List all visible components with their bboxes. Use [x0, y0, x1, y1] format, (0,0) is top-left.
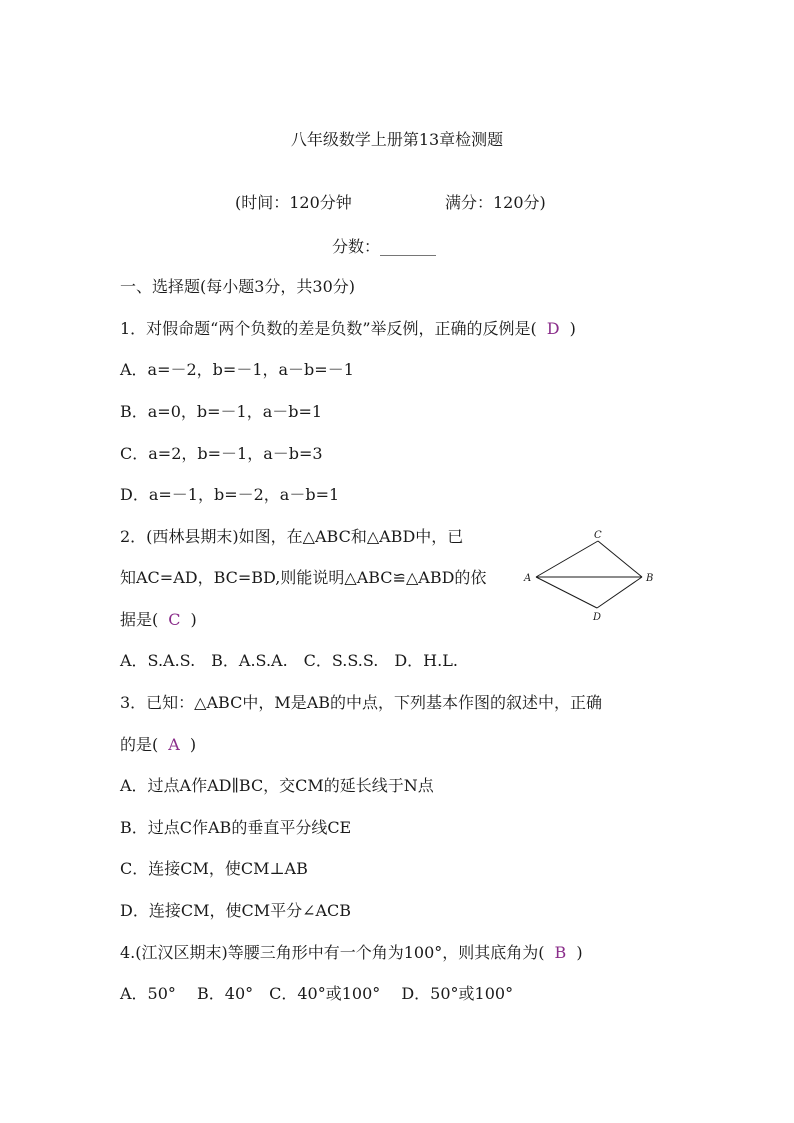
question-2-line1: 2．(西林县期末)如图，在△ABC和△ABD中，已	[120, 527, 464, 546]
question-2-close: )	[190, 610, 197, 629]
question-1-stem	[120, 318, 576, 340]
label-b: B	[646, 573, 654, 584]
edge-db	[597, 577, 642, 608]
question-1-option-a: A．a=－2，b=－1，a－b=－1	[120, 360, 354, 379]
question-1-option-b: B．a=0，b=－1，a－b=1	[120, 402, 323, 421]
question-1-close: )	[569, 319, 576, 338]
page-title: 八年级数学上册第13章检测题	[290, 130, 504, 149]
score-line: 分数：_______	[332, 237, 437, 256]
question-1-option-c: C．a=2，b=－1，a－b=3	[120, 444, 323, 463]
section-heading: 一、选择题(每小题3分，共30分)	[120, 277, 356, 296]
question-4-answer: B	[554, 943, 567, 962]
edge-ac	[536, 541, 598, 577]
question-3-option-b: B．过点C作AB的垂直平分线CE	[120, 818, 352, 837]
label-a: A	[524, 573, 532, 584]
question-3-text: 的是(	[120, 735, 159, 754]
edge-ad	[536, 577, 597, 608]
question-4-options: A．50° B．40° C．40°或100° D．50°或100°	[120, 984, 514, 1003]
question-1-answer: D	[546, 319, 560, 338]
triangle-figure	[522, 528, 662, 628]
question-2-answer: C	[168, 610, 181, 629]
question-1-option-d: D．a=－1，b=－2，a－b=1	[120, 485, 340, 504]
question-2-line2: 知AC=AD，BC=BD,则能说明△ABC≌△ABD的依	[120, 568, 487, 587]
exam-time: (时间：120分钟	[235, 193, 352, 212]
exam-full-score: 满分：120分)	[445, 193, 546, 212]
question-4-text: 4.(江汉区期末)等腰三角形中有一个角为100°，则其底角为(	[120, 943, 545, 962]
label-d: D	[593, 612, 602, 623]
question-3-option-a: A．过点A作AD∥BC，交CM的延长线于N点	[120, 776, 434, 795]
question-3-close: )	[189, 735, 197, 754]
question-3-option-d: D．连接CM，使CM平分∠ACB	[120, 901, 352, 920]
question-4-close: )	[576, 943, 583, 962]
question-2-line3	[120, 609, 197, 631]
question-1-text: 1．对假命题“两个负数的差是负数”举反例，正确的反例是(	[120, 319, 537, 338]
label-c: C	[594, 530, 602, 541]
question-3-line1: 3．已知：△ABC中，M是AB的中点，下列基本作图的叙述中，正确	[120, 693, 603, 712]
question-3-line2	[120, 734, 196, 756]
question-3-option-c: C．连接CM，使CM⊥AB	[120, 859, 308, 878]
question-3-answer: A	[168, 735, 180, 754]
edge-cb	[598, 541, 642, 577]
question-2-options: A．S.A.S. B．A.S.A. C．S.S.S. D．H.L.	[120, 651, 458, 670]
question-2-text: 据是(	[120, 610, 159, 629]
question-4-stem	[120, 942, 583, 964]
